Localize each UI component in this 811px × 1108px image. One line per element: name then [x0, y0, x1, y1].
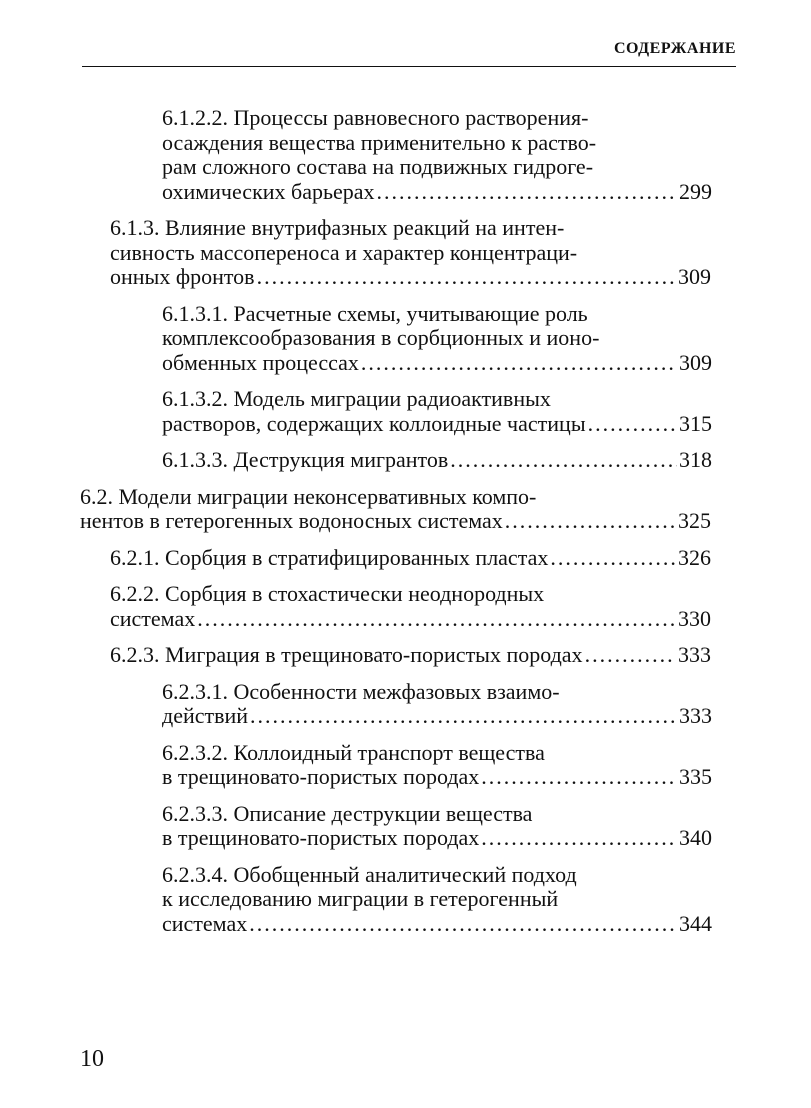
toc-entry-line: комплексообразования в сорбционных и ионо- [162, 326, 600, 350]
toc-page-number: 318 [679, 447, 712, 472]
toc-page-number: 333 [678, 642, 711, 667]
dot-leader [588, 412, 677, 437]
toc-entry-line: 6.2.3.3. Описание деструкции вещества [162, 801, 533, 826]
toc-entry-last-line [110, 546, 711, 571]
toc-page-number: 335 [679, 764, 712, 789]
toc-page-number: 344 [679, 910, 712, 936]
toc-entry-last-line [162, 448, 712, 473]
toc-entry-last-line [162, 351, 712, 376]
dot-leader [550, 546, 676, 571]
toc-entry-last-line [162, 180, 712, 205]
toc-entry-last-line [162, 412, 712, 437]
toc-page-number: 309 [678, 264, 711, 289]
toc-entry-last-line [110, 265, 711, 290]
dot-leader [481, 826, 677, 851]
toc-page-number: 325 [678, 508, 711, 533]
toc-page-number: 309 [679, 349, 712, 375]
dot-leader [377, 180, 677, 205]
dot-leader [250, 704, 677, 729]
toc-entry-title: системах [110, 605, 196, 631]
toc-entry [162, 387, 712, 436]
toc-entry-last-line [162, 826, 712, 851]
toc-entry [110, 582, 711, 631]
toc-entry-line: 6.2.3.4. Обобщенный аналитический подход [162, 862, 577, 887]
toc-page-number: 315 [679, 410, 712, 436]
dot-leader [249, 912, 677, 937]
toc-entry-line: 6.2. Модели миграции неконсервативных компо- [80, 484, 537, 509]
toc-page-number: 330 [678, 605, 711, 631]
toc-entry-title: в трещиновато-пористых породах [162, 825, 480, 850]
toc-entry [162, 302, 712, 376]
toc-entry-line: рам сложного состава на подвижных гидроге- [162, 155, 594, 179]
toc-entry-title: 6.2.1. Сорбция в стратифицированных пластах [110, 544, 549, 570]
toc-page-number: 340 [679, 825, 712, 850]
toc-entry [162, 680, 712, 729]
toc-entry [162, 448, 712, 473]
toc-entry-line: 6.1.3.2. Модель миграции радиоактивных [162, 387, 551, 411]
toc-entry-title: онных фронтов [110, 264, 255, 289]
toc-entry [162, 802, 712, 851]
toc-entry [110, 216, 711, 290]
running-header: СОДЕРЖАНИЕ [613, 40, 736, 57]
toc-entry-line: 6.1.2.2. Процессы равновесного растворения- [162, 106, 589, 130]
toc-entry-line: 6.2.3.2. Коллоидный транспорт вещества [162, 740, 545, 765]
toc-entry-line: 6.1.3.1. Расчетные схемы, учитывающие роль [162, 301, 588, 326]
toc-entry-line: сивность массопереноса и характер концентраци- [110, 240, 578, 265]
toc-entry-title: обменных процессах [162, 349, 359, 375]
toc-entry-last-line [110, 607, 711, 632]
toc-entry-last-line [162, 704, 712, 729]
toc-entry-last-line [162, 912, 712, 937]
toc-page-number: 299 [679, 178, 712, 204]
toc-page-number: 326 [678, 544, 711, 570]
header-rule [82, 66, 736, 67]
toc-entry-line: 6.2.3.1. Особенности межфазовых взаимо- [162, 679, 560, 704]
page-number: 10 [80, 1046, 104, 1072]
toc-entry [162, 863, 712, 937]
toc-entry [110, 546, 711, 571]
dot-leader [197, 607, 676, 632]
toc-entry-title: в трещиновато-пористых породах [162, 764, 480, 789]
toc-entry [162, 741, 712, 790]
dot-leader [481, 765, 677, 790]
dot-leader [585, 643, 676, 668]
toc-entry-title: 6.2.3. Миграция в трещиновато-пористых породах [110, 642, 583, 667]
toc-entry-title: растворов, содержащих коллоидные частицы [162, 410, 586, 436]
toc-entry-line: 6.2.2. Сорбция в стохастически неоднородных [110, 582, 545, 606]
toc-entry [80, 485, 711, 534]
toc-entry-title: 6.1.3.3. Деструкция мигрантов [162, 447, 449, 472]
toc-entry-title: действий [162, 703, 249, 728]
toc-entry-last-line [110, 643, 711, 668]
toc-entry-line: к исследованию миграции в гетерогенный [162, 887, 559, 911]
toc-page-number: 333 [679, 703, 712, 728]
toc-entry-line: осаждения вещества применительно к раство- [162, 130, 597, 155]
toc-entry-last-line [80, 509, 711, 534]
dot-leader [361, 351, 677, 376]
toc-entry-last-line [162, 765, 712, 790]
dot-leader [450, 448, 677, 473]
dot-leader [505, 509, 676, 534]
toc-entry [162, 106, 712, 204]
table-of-contents [0, 106, 811, 948]
toc-entry [110, 643, 711, 668]
toc-entry-title: нентов в гетерогенных водоносных системах [80, 508, 503, 533]
dot-leader [257, 265, 676, 290]
toc-entry-title: системах [162, 910, 248, 936]
toc-entry-line: 6.1.3. Влияние внутрифазных реакций на интен- [110, 216, 565, 240]
toc-entry-title: охимических барьерах [162, 178, 375, 204]
